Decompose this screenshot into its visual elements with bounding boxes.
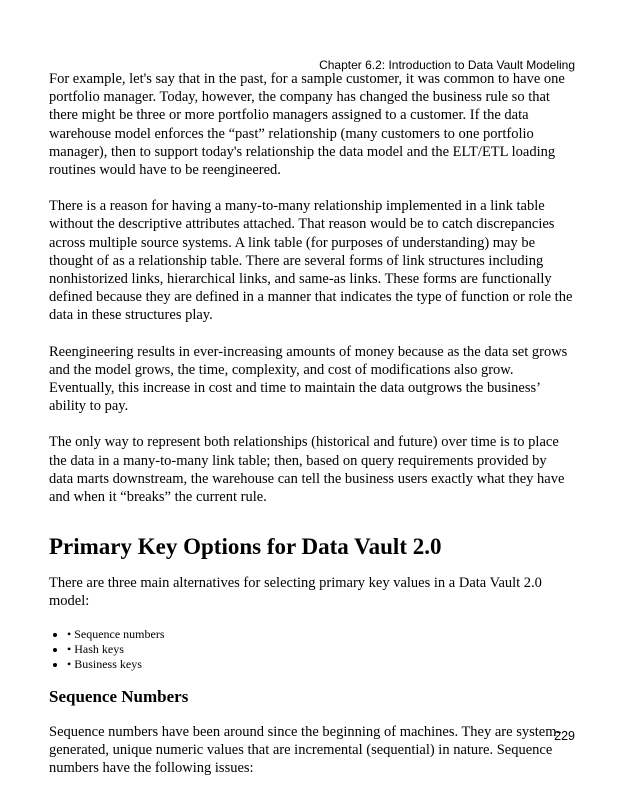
list-item-sequence-numbers: • • Sequence numbers	[67, 627, 574, 642]
subsection-heading: Sequence Numbers	[49, 686, 189, 706]
paragraph-link-table: There is a reason for having a many-to-many relationship implemented in a link table without the descriptive attributes attached. That reason would be to catch discrepancies across multiple source systems. A link table (for purposes of understanding) may be thought of as a relationship table. There are several forms of link structures including nonhistorized links, hierarchical links, and same-as links. These forms are functionally defined because they are defined in a manner that indicates the type of function or role the data in these structures play.	[49, 198, 573, 324]
page-number: 229	[554, 729, 575, 743]
section-intro: There are three main alternatives for selecting primary key values in a Data Vault 2.0 model:	[49, 575, 542, 610]
subsection-text: Sequence numbers have been around since the beginning of machines. They are system-generated, unique numeric values that are incremental (sequential) in nature. Sequence numbers have the following issues:	[49, 723, 562, 777]
paragraph-reengineering: Reengineering results in ever-increasing amounts of money because as the data set grows and the model grows, the time, complexity, and cost of modifications also grow. Eventually, this increase in cost and time to maintain the data outgrows the business’ ability to pay.	[49, 343, 568, 415]
section-heading: Primary Key Options for Data Vault 2.0	[49, 534, 442, 560]
paragraph-many-to-many: The only way to represent both relationships (historical and future) over time is to place the data in a many-to-many link table; then, based on query requirements provided by data marts downstream, the warehouse can tell the business users exactly what they have and when it “breaks” the current rule.	[49, 434, 565, 506]
running-header: Chapter 6.2: Introduction to Data Vault Modeling	[319, 58, 575, 72]
paragraph-portfolio-example: For example, let's say that in the past, for a sample customer, it was common to have one portfolio manager. Today, however, the company has changed the business rule so that there might be three or more portfolio managers assigned to a customer. If the data warehouse model enforces the “past” relationship (many customers to one portfolio manager), then to support today's relationship the data model and the ELT/ETL loading routines would have to be reengineered.	[49, 71, 565, 179]
list-item-business-keys: • • Business keys	[67, 657, 574, 672]
list-item-hash-keys: • • Hash keys	[67, 642, 574, 657]
key-options-list	[49, 627, 574, 672]
page-body	[49, 70, 574, 795]
